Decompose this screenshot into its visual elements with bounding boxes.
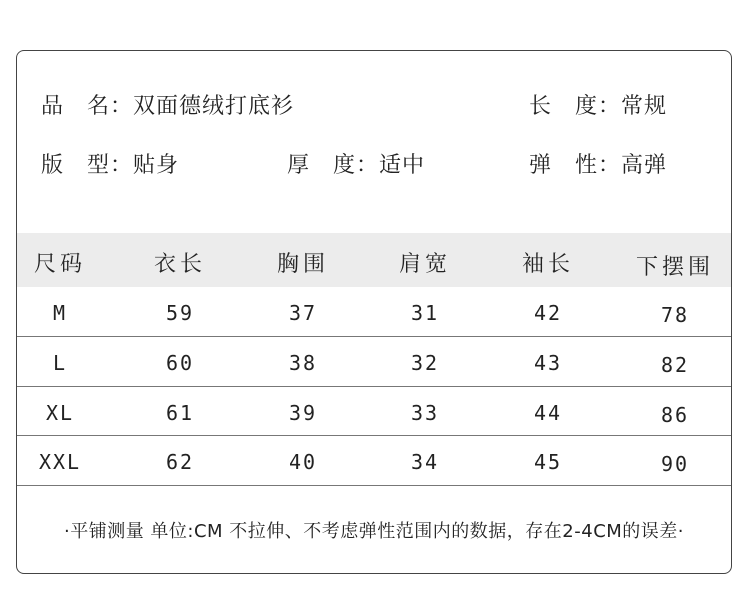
fit-field — [41, 148, 179, 179]
table-cell: 90 — [660, 452, 690, 476]
table-cell: 31 — [410, 301, 440, 325]
table-cell: 33 — [410, 401, 440, 425]
header-chest: 胸围 — [276, 252, 329, 277]
table-cell: 44 — [533, 401, 563, 425]
table-cell: 62 — [165, 450, 195, 474]
thickness-field — [287, 148, 425, 179]
fit-value: 贴身 — [133, 153, 180, 178]
table-cell: 39 — [288, 401, 318, 425]
elasticity-label: 弹 性： — [529, 153, 622, 178]
table-cell: 37 — [288, 301, 318, 325]
length-field — [529, 89, 667, 120]
table-cell: 78 — [660, 303, 690, 327]
measurement-note: ·平铺测量 单位:CM 不拉伸、不考虑弹性范围内的数据，存在2-4CM的误差· — [63, 521, 685, 542]
table-cell: 43 — [533, 351, 563, 375]
header-sleeve: 袖长 — [521, 252, 574, 277]
length-label: 长 度： — [529, 94, 622, 119]
table-cell: 86 — [660, 403, 690, 427]
header-hem: 下摆围 — [635, 255, 714, 280]
header-length: 衣长 — [153, 252, 206, 277]
table-cell: M — [52, 301, 68, 325]
row-divider — [17, 435, 731, 436]
table-bottom-divider — [17, 485, 731, 486]
product-name-label: 品 名： — [41, 94, 134, 119]
fit-label: 版 型： — [41, 153, 134, 178]
table-cell: 42 — [533, 301, 563, 325]
table-cell: 59 — [165, 301, 195, 325]
table-cell: 60 — [165, 351, 195, 375]
size-chart-card — [16, 50, 732, 574]
thickness-value: 适中 — [379, 153, 426, 178]
table-cell: L — [52, 351, 68, 375]
table-cell: XL — [45, 401, 75, 425]
elasticity-value: 高弹 — [621, 153, 668, 178]
thickness-label: 厚 度： — [287, 153, 380, 178]
table-cell: 38 — [288, 351, 318, 375]
elasticity-field — [529, 148, 667, 179]
length-value: 常规 — [621, 94, 668, 119]
product-name-value: 双面德绒打底衫 — [133, 94, 295, 119]
row-divider — [17, 386, 731, 387]
row-divider — [17, 336, 731, 337]
product-name-field — [41, 89, 294, 120]
header-size: 尺码 — [33, 252, 86, 277]
table-cell: 32 — [410, 351, 440, 375]
table-cell: 61 — [165, 401, 195, 425]
table-cell: 82 — [660, 353, 690, 377]
header-shoulder: 肩宽 — [398, 252, 451, 277]
table-cell: 40 — [288, 450, 318, 474]
table-cell: 34 — [410, 450, 440, 474]
table-cell: XXL — [38, 450, 82, 474]
table-cell: 45 — [533, 450, 563, 474]
